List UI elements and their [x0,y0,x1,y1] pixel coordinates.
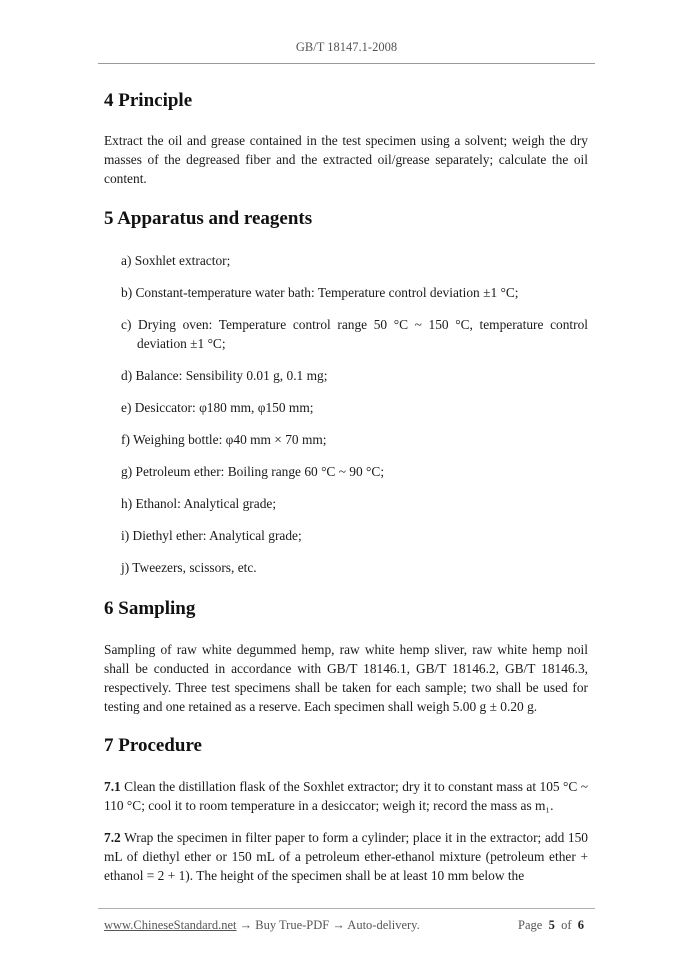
footer-site-link[interactable]: www.ChineseStandard.net [104,918,237,932]
list-item-c: c) Drying oven: Temperature control range 50 °C ~ 150 °C, temperature control deviation ±1 °C; [121,317,588,351]
clause-7-2-number: 7.2 [104,830,121,845]
list-item-d: d) Balance: Sensibility 0.01 g, 0.1 mg; [121,368,328,383]
list-item-a: a) Soxhlet extractor; [121,253,231,268]
list-item-h: h) Ethanol: Analytical grade; [121,496,277,511]
clause-7-2 [104,828,588,885]
page-counter [518,918,584,933]
page-label: Page [518,918,543,932]
list-item-i: i) Diethyl ether: Analytical grade; [121,528,302,543]
clause-7-1-number: 7.1 [104,779,121,794]
list-item-e: e) Desiccator: φ180 mm, φ150 mm; [121,400,314,415]
section-4-text: Extract the oil and grease contained in the test specimen using a solvent; weigh the dry masses of the degreased fiber and the extracted oil/grease separately; calculate the oil content. [104,133,588,186]
list-item-f: f) Weighing bottle: φ40 mm × 70 mm; [121,432,327,447]
section-4-heading: 4 Principle [104,90,193,111]
footer-tagline: → Buy True-PDF → Auto-delivery. [236,918,420,932]
section-6-text: Sampling of raw white degummed hemp, raw white hemp sliver, raw white hemp noil shall be conducted in accordance with GB/T 18146.1, GB/T 18146.2, GB/T 18146.3, respectively. Three test specimens shall be taken for each sample; two shall be used for testing and one retained as a reserve. Each specimen shall weigh 5.00 g ± 0.20 g. [104,642,588,714]
clause-7-1-text: Clean the distillation flask of the Soxhlet extractor; dry it to constant mass at 105 °C ~ 110 °C; cool it to room temperature in a desiccator; weigh it; record the mass as m₁. [104,779,588,813]
page-total: 6 [577,918,584,932]
footer-site [104,918,420,933]
section-6-heading: 6 Sampling [104,598,196,619]
running-header: GB/T 18147.1-2008 [295,40,398,54]
section-5-heading: 5 Apparatus and reagents [104,208,313,229]
of-label: of [561,918,572,932]
footer-rule [98,908,595,909]
clause-7-1 [104,777,588,815]
list-item-j: j) Tweezers, scissors, etc. [121,560,257,575]
header-rule [98,63,595,64]
section-7-heading: 7 Procedure [104,735,202,756]
list-item-b: b) Constant-temperature water bath: Temperature control deviation ±1 °C; [121,285,519,300]
page-number: 5 [548,918,555,932]
clause-7-2-text: Wrap the specimen in filter paper to form a cylinder; place it in the extractor; add 150 mL of diethyl ether or 150 mL of a petroleum ether-ethanol mixture (petroleum ether + ethanol = 2 + 1). The height of the specimen shall be at least 10 mm below the [104,830,588,883]
list-item-g: g) Petroleum ether: Boiling range 60 °C ~ 90 °C; [121,464,385,479]
